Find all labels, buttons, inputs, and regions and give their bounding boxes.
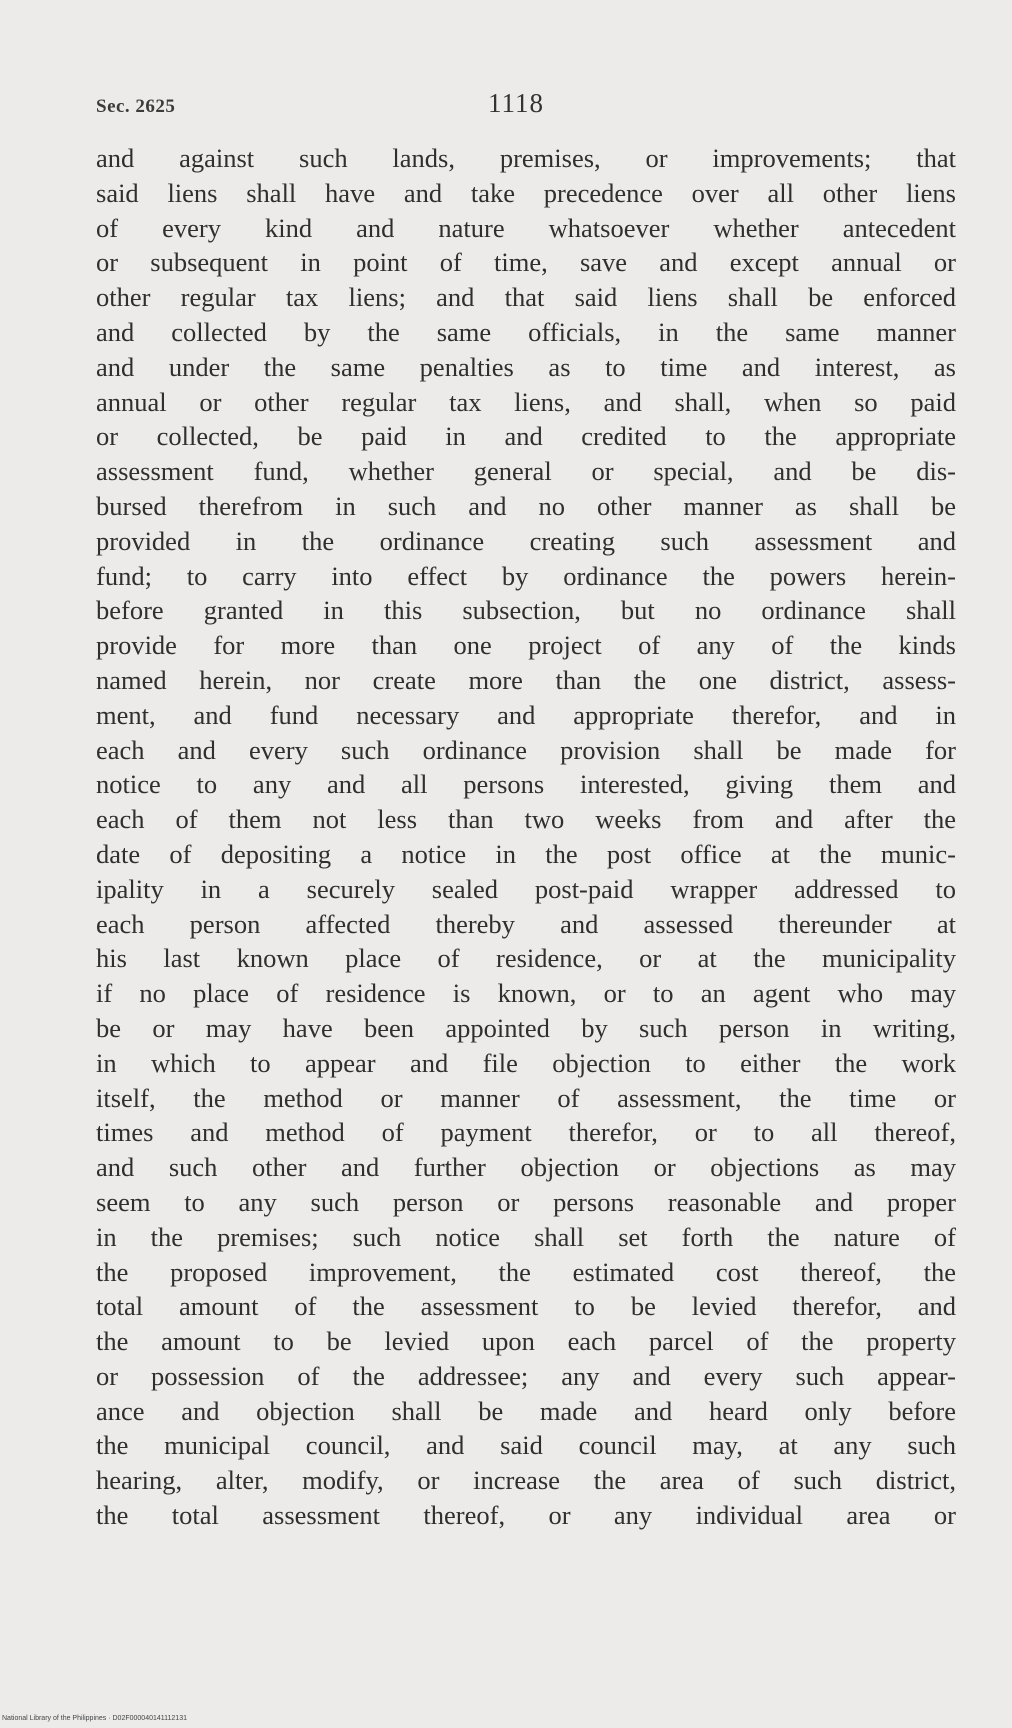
text-line: each of them not less than two weeks from and after the	[96, 804, 956, 835]
text-line: times and method of payment therefor, or to all thereof,	[96, 1117, 956, 1148]
body-text	[96, 141, 956, 1533]
text-line: in which to appear and file objection to either the work	[96, 1047, 956, 1078]
text-line: be or may have been appointed by such person in writing,	[96, 1012, 956, 1043]
text-line: the municipal council, and said council may, at any such	[96, 1430, 956, 1461]
text-line: bursed therefrom in such and no other manner as shall be	[96, 490, 956, 521]
text-line: ipality in a securely sealed post-paid wrapper addressed to	[96, 873, 956, 904]
text-line: the amount to be levied upon each parcel of the property	[96, 1326, 956, 1357]
text-line: ment, and fund necessary and appropriate therefor, and in	[96, 699, 956, 730]
text-line: or possession of the addressee; any and every such appear-	[96, 1360, 956, 1391]
text-line: hearing, alter, modify, or increase the area of such district,	[96, 1465, 956, 1496]
text-line: notice to any and all persons interested, giving them and	[96, 769, 956, 800]
text-line: itself, the method or manner of assessment, the time or	[96, 1082, 956, 1113]
text-line: fund; to carry into effect by ordinance the powers herein-	[96, 560, 956, 591]
section-reference: Sec. 2625	[96, 96, 176, 117]
text-line: if no place of residence is known, or to an agent who may	[96, 978, 956, 1009]
footer-watermark: National Library of the Philippines · D02F000040141112131	[2, 1715, 187, 1722]
text-line: each and every such ordinance provision shall be made for	[96, 734, 956, 765]
page-number: 1118	[488, 88, 544, 118]
text-line: his last known place of residence, or at the municipality	[96, 943, 956, 974]
text-line: and under the same penalties as to time and interest, as	[96, 351, 956, 382]
text-line: date of depositing a notice in the post office at the munic-	[96, 838, 956, 869]
text-line: other regular tax liens; and that said liens shall be enforced	[96, 282, 956, 313]
text-line: said liens shall have and take precedence over all other liens	[96, 177, 956, 208]
text-line: each person affected thereby and assessed thereunder at	[96, 908, 956, 939]
text-line: seem to any such person or persons reasonable and proper	[96, 1186, 956, 1217]
text-line: ance and objection shall be made and heard only before	[96, 1395, 956, 1426]
text-line: total amount of the assessment to be levied therefor, and	[96, 1291, 956, 1322]
text-line: and such other and further objection or objections as may	[96, 1152, 956, 1183]
text-line: before granted in this subsection, but no ordinance shall	[96, 595, 956, 626]
text-line: or subsequent in point of time, save and except annual or	[96, 247, 956, 278]
text-line: the proposed improvement, the estimated cost thereof, the	[96, 1256, 956, 1287]
text-line: of every kind and nature whatsoever whether antecedent	[96, 212, 956, 243]
text-line: or collected, be paid in and credited to the appropriate	[96, 421, 956, 452]
text-line: annual or other regular tax liens, and shall, when so paid	[96, 386, 956, 417]
text-line: provide for more than one project of any of the kinds	[96, 630, 956, 661]
text-line: and against such lands, premises, or improvements; that	[96, 143, 956, 173]
text-line: assessment fund, whether general or special, and be dis-	[96, 456, 956, 487]
page-header	[96, 88, 956, 122]
text-line: provided in the ordinance creating such assessment and	[96, 525, 956, 556]
text-line: named herein, nor create more than the one district, assess-	[96, 664, 956, 695]
text-line: and collected by the same officials, in the same manner	[96, 316, 956, 347]
text-line: the total assessment thereof, or any individual area or	[96, 1500, 956, 1531]
text-line: in the premises; such notice shall set forth the nature of	[96, 1221, 956, 1252]
